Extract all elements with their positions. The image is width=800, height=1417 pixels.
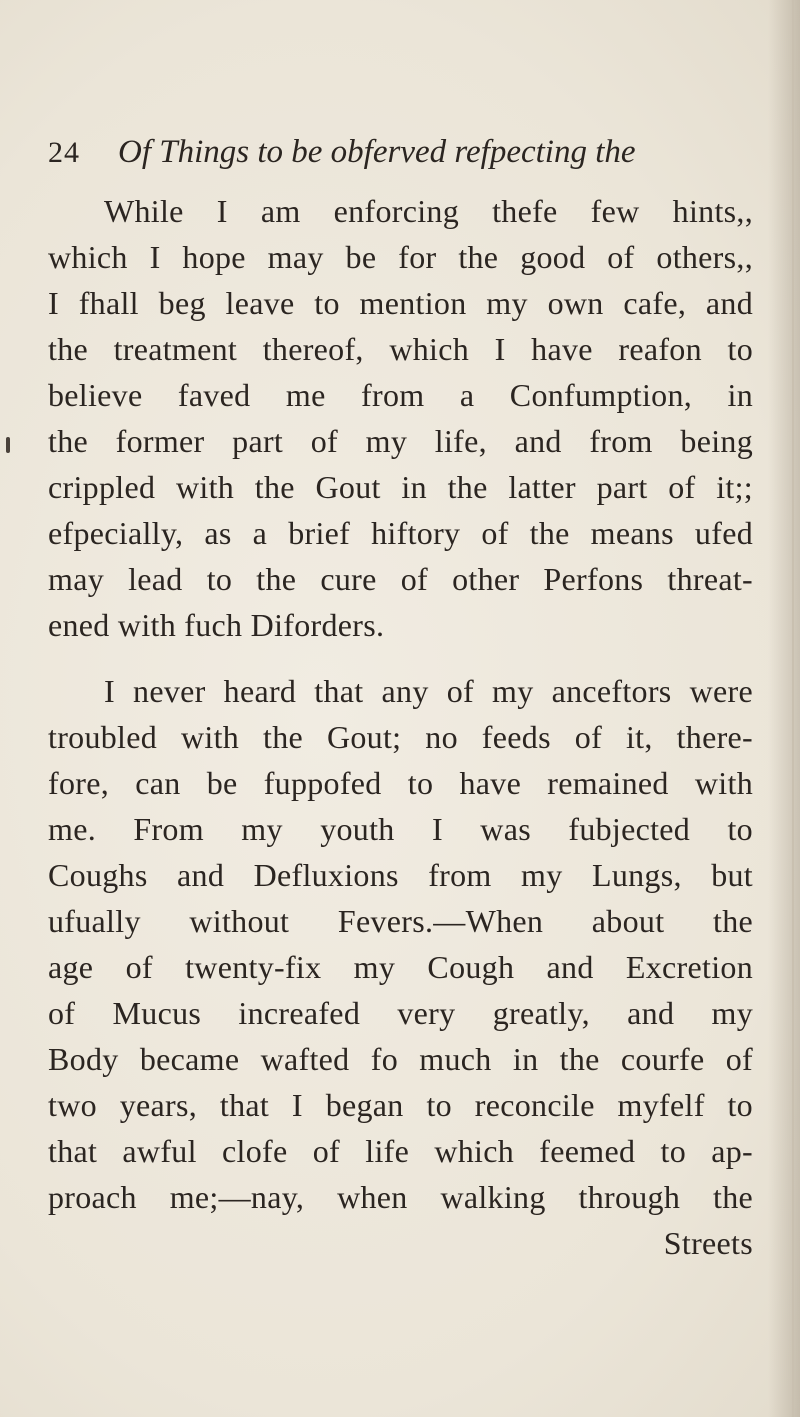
page-number: 24: [48, 136, 80, 169]
page-header: [48, 128, 738, 172]
text-line: me. From my youth I was fubjected to: [48, 811, 753, 847]
text-line: efpecially, as a brief hiftory of the means ufed: [48, 515, 753, 551]
text-line: I never heard that any of my anceftors were: [104, 673, 753, 709]
text-line: age of twenty-fix my Cough and Excretion: [48, 949, 753, 985]
text-line: proach me;—nay, when walking through the: [48, 1179, 753, 1215]
text-line: two years, that I began to reconcile myfelf to: [48, 1087, 753, 1123]
text-line: may lead to the cure of other Perfons threat-: [48, 561, 753, 597]
running-head: Of Things to be obferved refpecting the: [118, 134, 636, 170]
text-line: Coughs and Defluxions from my Lungs, but: [48, 857, 753, 893]
text-line: troubled with the Gout; no feeds of it, there-: [48, 719, 753, 755]
text-line: the former part of my life, and from being: [48, 423, 753, 459]
text-line: fore, can be fuppofed to have remained with: [48, 765, 753, 801]
text-line: While I am enforcing thefe few hints,,: [104, 193, 753, 229]
margin-mark: [6, 437, 10, 453]
text-line: that awful clofe of life which feemed to ap-: [48, 1133, 753, 1169]
text-line: Body became wafted fo much in the courfe of: [48, 1041, 753, 1077]
text-line: believe faved me from a Confumption, in: [48, 377, 753, 413]
text-line: ened with fuch Diforders.: [48, 607, 385, 643]
text-line: which I hope may be for the good of others,,: [48, 239, 753, 275]
page-edge: [792, 0, 794, 1417]
text-line: ufually without Fevers.—When about the: [48, 903, 753, 939]
text-line: crippled with the Gout in the latter part of it;;: [48, 469, 753, 505]
paragraph-2: [48, 668, 753, 1266]
text-line: of Mucus increafed very greatly, and my: [48, 995, 753, 1031]
text-line: I fhall beg leave to mention my own cafe, and: [48, 285, 753, 321]
text-line: the treatment thereof, which I have reafon to: [48, 331, 753, 367]
catchword: Streets: [663, 1225, 753, 1261]
paragraph-1: [48, 188, 753, 648]
